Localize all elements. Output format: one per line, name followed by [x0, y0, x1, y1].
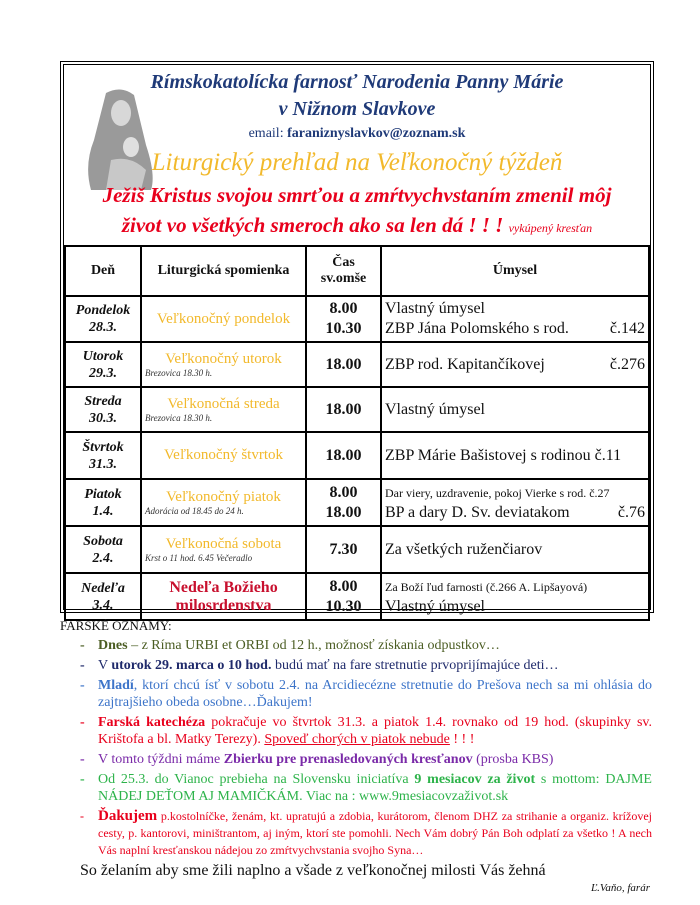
- feast-cell: [141, 432, 306, 479]
- intention-number: č.76: [617, 503, 645, 521]
- announcement-text: [98, 771, 652, 805]
- mass-time: 18.00: [325, 400, 362, 418]
- email-link[interactable]: faraniznyslavkov@zoznam.sk: [287, 126, 466, 141]
- text-bold: Dnes: [98, 638, 128, 653]
- time-cell: [306, 432, 381, 479]
- day-cell: [65, 526, 141, 573]
- day-date: 2.4.: [92, 550, 114, 566]
- intention-cell: [381, 479, 649, 526]
- quote-line-1: Ježiš Kristus svojou smrťou a zmŕtvychvstaním zmenil môj: [102, 183, 612, 207]
- intention-cell: [381, 296, 649, 342]
- parish-title: Rímskokatolícka farnosť Narodenia Panny Márie: [150, 71, 564, 93]
- time-cell: [306, 387, 381, 432]
- announcement-item: [60, 771, 652, 805]
- text-body: (prosba KBS): [472, 752, 554, 767]
- intention-text: Za Boží ľud farnosti (č.266 A. Lipšayová): [385, 579, 588, 594]
- table-row: [65, 526, 649, 573]
- quote-line-2: [64, 213, 650, 238]
- text-body: p.kostolníčke, ženám, kt. upratujú a zdobia, kurátorom, členom DHZ za strihanie a organiz. krížovej cesty, p. kantorovi, miništrantom, aj iným, ktorí ste pomohli. Nech Vám dobrý Pán Boh odplatí za všetko ! A nech Vás naplní kresťanskou nádejou zo zmŕtvychvstania svojho Syna…: [98, 809, 652, 857]
- table-header-row: [65, 246, 649, 296]
- text-bold: utorok 29. marca o 10 hod.: [111, 658, 272, 673]
- text-prefix: Od 25.3. do Vianoc prebieha na Slovensku iniciatíva: [98, 772, 415, 787]
- table-row: [65, 479, 649, 526]
- intention-cell: [381, 342, 649, 387]
- intention-number: č.142: [609, 320, 645, 337]
- text-body: , ktorí chcú ísť v sobotu 2.4. na Arcidiecézne stretnutie do Prešova nech sa mi ohlásia do zajtrajšieho obeda osobne…Ďakujem!: [98, 678, 652, 710]
- feast-cell: [141, 387, 306, 432]
- announcement-item: [60, 657, 652, 674]
- intention-text: ZBP Márie Bašistovej s rodinou č.11: [385, 446, 622, 464]
- text-suffix: ! ! !: [449, 732, 475, 747]
- announcement-item: [60, 751, 652, 768]
- feast-name: Veľkonočný utorok: [165, 351, 282, 367]
- intention-text: Dar viery, uzdravenie, pokoj Vierke s rod. č.27: [385, 485, 610, 500]
- email-label: email:: [248, 126, 284, 141]
- intention-text: Vlastný úmysel: [385, 300, 485, 317]
- parish-location: v Nižnom Slavkove: [278, 98, 436, 120]
- bullet-dash: -: [80, 809, 84, 823]
- time-cell: [306, 573, 381, 620]
- feast-note: Brezovica 18.30 h.: [145, 368, 213, 378]
- announcement-text: [98, 714, 652, 748]
- text-body: pokračuje vo štvrtok 31.3. a piatok 1.4. rovnako od 19 hod. (skupinky sv. Krištofa a bl. Matky Terezy).: [98, 715, 652, 747]
- announcement-text: [98, 677, 652, 711]
- feast-name: Veľkonočná sobota: [165, 536, 282, 552]
- mass-time: 18.00: [325, 446, 362, 464]
- announcement-item: [60, 714, 652, 748]
- feast-name: Nedeľa Božieho milosrdenstva: [169, 578, 278, 614]
- day-name: Streda: [84, 393, 122, 409]
- intention-cell: [381, 573, 649, 620]
- text-bold: Mladí: [98, 678, 134, 693]
- day-name: Piatok: [84, 486, 122, 502]
- mass-time: 10.30: [325, 320, 362, 337]
- announcement-text: [98, 751, 652, 768]
- announcement-text: [98, 637, 652, 654]
- time-cell: [306, 526, 381, 573]
- bullet-dash: -: [80, 752, 85, 767]
- bullet-dash: -: [80, 715, 85, 730]
- text-body: budú mať na fare stretnutie prvoprijímajúce deti…: [271, 658, 559, 673]
- intention-cell: [381, 432, 649, 479]
- text-prefix: V: [98, 658, 112, 673]
- liturgical-subtitle: Liturgický prehľad na Veľkonočný týždeň: [151, 149, 563, 176]
- feast-name: Veľkonočná streda: [167, 396, 280, 412]
- text-underlined: Spoveď chorých v piatok nebude: [264, 732, 450, 747]
- mass-time: 10.30: [325, 597, 362, 615]
- mass-time: 8.00: [329, 300, 358, 317]
- feast-name: Veľkonočný piatok: [166, 489, 281, 505]
- day-cell: [65, 573, 141, 620]
- announcement-item: [60, 808, 652, 859]
- announcement-text: [98, 808, 652, 859]
- mass-time: 18.00: [325, 503, 362, 521]
- mass-time: 8.00: [329, 577, 358, 595]
- text-body: – z Ríma URBI et ORBI od 12 h., možnosť získania odpustkov…: [127, 638, 500, 653]
- quote-text: život vo všetkých smeroch ako sa len dá ! ! !: [121, 213, 504, 237]
- intention-text: BP a dary D. Sv. deviatakom: [385, 503, 570, 521]
- mass-time: 7.30: [329, 540, 358, 558]
- intention-text: Vlastný úmysel: [385, 400, 485, 418]
- day-cell: [65, 387, 141, 432]
- mass-time: 18.00: [325, 355, 362, 373]
- col-header-feast: Liturgická spomienka: [141, 246, 306, 296]
- day-date: 31.3.: [89, 456, 117, 472]
- intention: [385, 355, 645, 375]
- intention: [385, 400, 645, 420]
- announcements: [60, 617, 652, 862]
- intention: [385, 319, 645, 339]
- table-row: [65, 387, 649, 432]
- announcement-text: [98, 657, 652, 674]
- feast-note: Krst o 11 hod. 6.45 Večeradlo: [145, 553, 253, 563]
- day-cell: [65, 432, 141, 479]
- text-body: s mottom: DAJME NÁDEJ DEŤOM AJ MAMIČKÁM. Viac na : www.9mesiacovzaživot.sk: [98, 772, 652, 804]
- announcements-title: FARSKÉ OZNAMY:: [60, 618, 172, 633]
- table-row: [65, 342, 649, 387]
- intention-text: Za všetkých ruženčiarov: [385, 540, 543, 558]
- time-cell: [306, 479, 381, 526]
- col-header-day: Deň: [65, 246, 141, 296]
- day-name: Štvrtok: [82, 439, 124, 455]
- day-date: 29.3.: [89, 365, 117, 381]
- bullet-dash: -: [80, 638, 85, 653]
- feast-name: Veľkonočný pondelok: [156, 310, 291, 327]
- feast-cell: [141, 342, 306, 387]
- day-name: Sobota: [83, 533, 123, 549]
- pastor-signature: Ľ.Vaňo, farár: [591, 882, 650, 894]
- text-bold: Ďakujem: [98, 808, 158, 824]
- day-date: 30.3.: [89, 410, 117, 426]
- feast-note: Brezovica 18.30 h.: [145, 413, 213, 423]
- feast-note: Adorácia od 18.45 do 24 h.: [145, 506, 244, 516]
- announcement-item: [60, 677, 652, 711]
- mass-time: 8.00: [329, 483, 358, 501]
- bullet-dash: -: [80, 658, 85, 673]
- intention: [385, 540, 645, 560]
- day-name: Pondelok: [75, 303, 131, 318]
- intention: [385, 483, 645, 503]
- intention: [385, 446, 645, 466]
- feast-cell: [141, 479, 306, 526]
- intention: [385, 299, 645, 319]
- quote-signature: vykúpený kresťan: [508, 221, 593, 235]
- intention-number: č.276: [609, 355, 645, 373]
- intention: [385, 597, 645, 617]
- closing-text: So želaním aby sme žili naplno a všade z veľkonočnej milosti Vás žehná: [80, 862, 546, 879]
- table-row: [65, 296, 649, 342]
- day-date: 3.4.: [92, 597, 114, 613]
- intention-cell: [381, 526, 649, 573]
- col-header-intention: Úmysel: [381, 246, 649, 296]
- time-cell: [306, 296, 381, 342]
- bullet-dash: -: [80, 772, 85, 787]
- feast-cell: [141, 573, 306, 620]
- bullet-dash: -: [80, 678, 85, 693]
- text-prefix: V tomto týždni máme: [98, 752, 224, 767]
- day-date: 1.4.: [92, 503, 114, 519]
- announcement-item: [60, 637, 652, 654]
- intention-text: ZBP rod. Kapitančíkovej: [385, 355, 545, 373]
- day-cell: [65, 479, 141, 526]
- bulletin-frame: [60, 61, 654, 613]
- table-row: [65, 432, 649, 479]
- day-name: Nedeľa: [81, 580, 125, 596]
- text-bold: 9 mesiacov za život: [414, 772, 536, 787]
- intention-cell: [381, 387, 649, 432]
- col-header-time: Čas sv.omše: [306, 246, 381, 296]
- day-cell: [65, 342, 141, 387]
- feast-cell: [141, 296, 306, 342]
- day-name: Utorok: [82, 348, 124, 364]
- feast-cell: [141, 526, 306, 573]
- intention: [385, 577, 645, 597]
- schedule-table: [64, 245, 650, 621]
- time-cell: [306, 342, 381, 387]
- intention: [385, 503, 645, 523]
- day-cell: [65, 296, 141, 342]
- intention-text: Vlastný úmysel: [385, 597, 485, 615]
- email-line: [64, 126, 650, 142]
- table-row: [65, 573, 649, 620]
- header: [64, 65, 650, 245]
- day-date: 28.3.: [89, 320, 117, 335]
- intention-text: ZBP Jána Polomského s rod.: [385, 320, 569, 337]
- text-bold: Zbierku pre prenasledovaných kresťanov: [223, 752, 473, 767]
- feast-name: Veľkonočný štvrtok: [164, 447, 283, 463]
- text-bold: Farská katechéza: [98, 715, 206, 730]
